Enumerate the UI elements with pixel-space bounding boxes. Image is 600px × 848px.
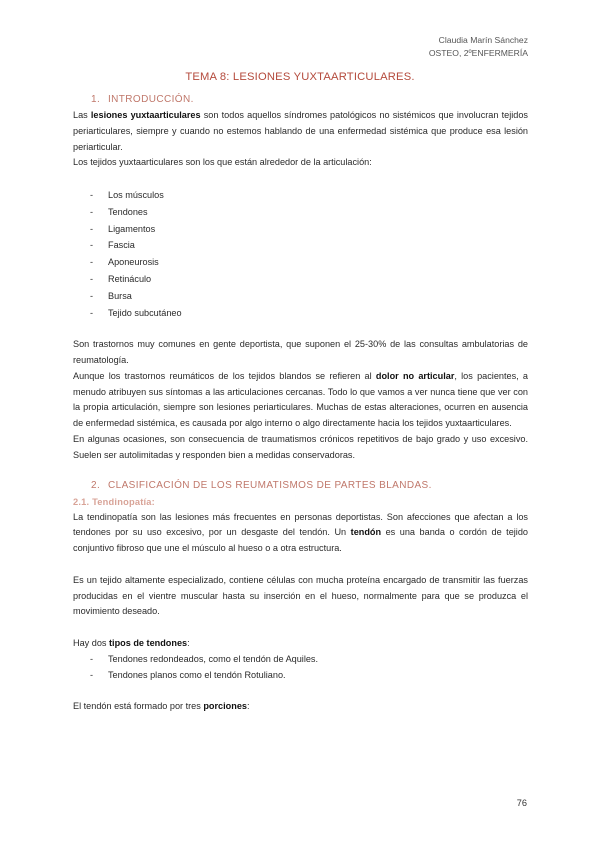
tissue-list <box>73 188 528 321</box>
document-body <box>73 92 528 715</box>
text-run: , los pacientes, a menudo atribuyen sus síntomas a las articulaciones cercanas. Todo lo que vamos a ver nunca tiene que ver con la propia articulación, siempre son lesiones periarticulares. Muchas de estas alteraciones, ocurren en ausencia de enfermedad sistémica, es causada por algo interno o algo directamente hacia los tejidos yuxtaarticulares. <box>73 370 528 429</box>
page-number: 76 <box>516 798 527 808</box>
paragraph <box>73 636 528 652</box>
bold-term: lesiones yuxtaarticulares <box>90 110 201 120</box>
text-run: Hay dos <box>73 637 110 648</box>
section-title: CLASIFICACIÓN DE LOS REUMATISMOS DE PARTES BLANDAS. <box>108 479 432 491</box>
section-title: INTRODUCCIÓN. <box>108 94 194 105</box>
list-item: - Los músculos <box>73 188 528 204</box>
subsection-heading-tendinopatia: 2.1. Tendinopatía: <box>73 496 155 507</box>
paragraph <box>73 108 528 155</box>
paragraph: Los tejidos yuxtaarticulares son los que están alrededor de la articulación: <box>73 157 372 168</box>
list-item: - Aponeurosis <box>73 255 528 271</box>
paragraph <box>73 699 528 715</box>
section-heading-clasificacion <box>91 478 528 494</box>
list-item: - Bursa <box>73 289 528 305</box>
text-run: : <box>187 637 190 648</box>
text-run: El tendón está formado por tres <box>73 701 204 712</box>
paragraph <box>73 510 528 557</box>
text-run: son todos aquellos síndromes patológicos no sistémicos que involucran tejidos periarticulares, siempre y cuando no estemos hablando de una enfermedad sistémica que produce esa lesión periarticular. <box>73 110 528 152</box>
paragraph: Es un tejido altamente especializado, contiene células con mucha proteína encargado de transmitir las fuerzas producidas en el vientre muscular hasta su inserción en el hueso, normalmente para que se produzca el movimiento deseado. <box>73 574 528 617</box>
paragraph: Son trastornos muy comunes en gente deportista, que suponen el 25-30% de las consultas ambulatorias de reumatología. <box>73 339 528 365</box>
list-item: - Ligamentos <box>73 222 528 238</box>
text-run: Aunque los trastornos reumáticos de los tejidos blandos se refieren al <box>73 370 376 381</box>
course-name: OSTEO, 2ºENFERMERÍA <box>428 48 528 58</box>
tendon-types-list <box>73 652 528 684</box>
list-item: - Tejido subcutáneo <box>73 306 528 322</box>
list-item: - Tendones <box>73 205 528 221</box>
list-item: - Tendones planos como el tendón Rotuliano. <box>73 668 528 684</box>
list-item: - Tendones redondeados, como el tendón de Aquiles. <box>73 652 528 668</box>
paragraph <box>73 369 528 432</box>
author-name: Claudia Marín Sánchez <box>438 35 528 45</box>
list-item: - Retináculo <box>73 272 528 288</box>
bold-term: tipos de tendones <box>109 637 188 648</box>
page-title: TEMA 8: LESIONES YUXTAARTICULARES. <box>185 71 415 83</box>
text-run: Las <box>73 110 91 120</box>
bold-term: dolor no articular <box>375 370 455 381</box>
bold-term: tendón <box>350 527 382 538</box>
list-item: - Fascia <box>73 238 528 254</box>
section-number: 1. <box>91 94 101 105</box>
section-heading-introduccion <box>91 92 528 108</box>
text-run: es una banda o cordón de tejido conjuntivo fibroso que une el músculo al hueso o a otra estructura. <box>73 527 528 554</box>
section-number: 2. <box>91 479 101 491</box>
text-run: La tendinopatía son las lesiones más frecuentes en personas deportistas. Son afecciones que afectan a los tendones por su uso excesivo, por un desgaste del tendón. Un <box>73 511 528 538</box>
paragraph: En algunas ocasiones, son consecuencia de traumatismos crónicos repetitivos de bajo grado y uso excesivo. Suelen ser autolimitadas y responden bien a medidas conservadoras. <box>73 433 528 460</box>
bold-term: porciones <box>203 701 247 712</box>
page-header <box>429 34 528 60</box>
text-run: : <box>246 701 250 712</box>
